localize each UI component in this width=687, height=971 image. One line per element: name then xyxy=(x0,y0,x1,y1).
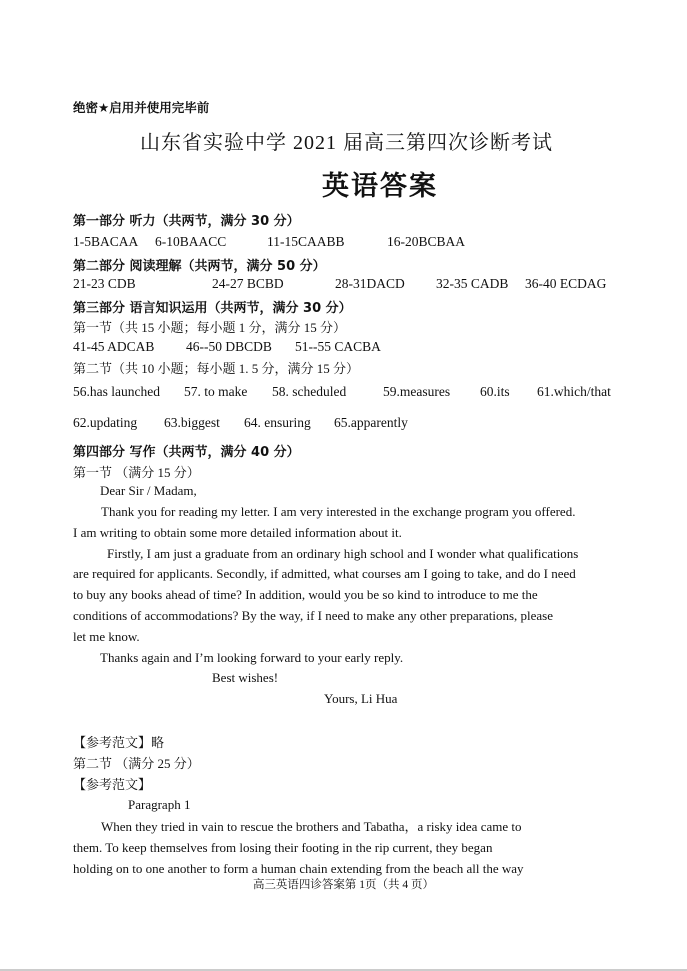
paragraph-label: Paragraph 1 xyxy=(128,797,191,812)
answer-group: 36-40 ECDAG xyxy=(525,276,607,291)
story-line: them. To keep themselves from losing their footing in the rip current, they began xyxy=(73,839,493,855)
part4-heading: 第四部分 写作（共两节，满分 40 分） xyxy=(73,445,300,460)
answer-group: 16-20BCBAA xyxy=(387,234,466,249)
answer-item: 65.apparently xyxy=(334,415,408,430)
section1-label: 第一节 （满分 15 分） xyxy=(73,465,200,480)
reference-essay-label: 【参考范文】略 xyxy=(73,735,165,750)
answer-item: 64. ensuring xyxy=(244,415,311,430)
reference-essay-label: 【参考范文】 xyxy=(73,777,152,792)
answer-item: 56.has launched xyxy=(73,384,160,399)
letter-line: Thank you for reading my letter. I am very interested in the exchange program you offered. xyxy=(101,504,576,519)
answer-item: 63.biggest xyxy=(164,415,220,430)
letter-line: conditions of accommodations? By the way, if I need to make any other preparations, please xyxy=(73,607,554,623)
page-title: 英语答案 xyxy=(322,171,438,202)
answer-item: 60.its xyxy=(480,384,510,399)
answer-item: 58. scheduled xyxy=(272,384,347,399)
answer-group: 24-27 BCBD xyxy=(212,276,284,291)
letter-line: Thanks again and I’m looking forward to your early reply. xyxy=(100,649,404,665)
answer-group: 11-15CAABB xyxy=(267,234,345,249)
answer-group: 46--50 DBCDB xyxy=(186,339,272,354)
story-paragraph xyxy=(73,817,619,879)
answer-item: 61.which/that xyxy=(537,384,611,399)
letter-closing: Best wishes! xyxy=(212,670,279,685)
answer-group: 32-35 CADB xyxy=(436,276,509,291)
answer-group: 51--55 CACBA xyxy=(295,339,381,354)
story-line: holding on to one another to form a human chain extending from the beach all the way xyxy=(73,860,524,876)
letter-line: I am writing to obtain some more detailed information about it. xyxy=(73,524,402,540)
answer-group: 21-23 CDB xyxy=(73,276,136,291)
letter-line: Firstly, I am just a graduate from an ordinary high school and I wonder what qualifications xyxy=(107,545,579,561)
exam-title: 山东省实验中学 2021 届高三第四次诊断考试 xyxy=(140,132,553,154)
answer-group: 41-45 ADCAB xyxy=(73,339,155,354)
answer-group: 1-5BACAA xyxy=(73,234,139,249)
page-footer: 高三英语四诊答案第 1页（共 4 页） xyxy=(252,879,435,891)
part3-heading: 第三部分 语言知识运用（共两节，满分 30 分） xyxy=(73,301,352,316)
letter-salutation: Dear Sir / Madam, xyxy=(100,483,197,498)
part1-heading: 第一部分 听力（共两节，满分 30 分） xyxy=(73,214,300,229)
part2-heading: 第二部分 阅读理解（共两节，满分 50 分） xyxy=(73,259,326,274)
answer-group: 6-10BAACC xyxy=(155,234,227,249)
confidential-label: 绝密★启用并使用完毕前 xyxy=(73,100,210,115)
answer-item: 57. to make xyxy=(184,384,248,399)
section2-label: 第二节（共 10 小题；每小题 1. 5 分，满分 15 分） xyxy=(73,361,360,376)
letter-body xyxy=(73,502,619,668)
answer-item: 62.updating xyxy=(73,415,138,430)
section2-label: 第二节 （满分 25 分） xyxy=(73,756,200,771)
letter-line: let me know. xyxy=(73,628,140,644)
letter-signature: Yours, Li Hua xyxy=(324,691,398,706)
letter-line: are required for applicants. Secondly, if admitted, what courses am I going to take, and do I need xyxy=(73,566,576,582)
answer-item: 59.measures xyxy=(383,384,451,399)
story-line: When they tried in vain to rescue the brothers and Tabatha，a risky idea came to xyxy=(101,819,522,834)
section1-label: 第一节（共 15 小题；每小题 1 分，满分 15 分） xyxy=(73,320,347,335)
letter-line: to buy any books ahead of time? In addition, would you be so kind to introduce to me the xyxy=(73,587,538,603)
answer-group: 28-31DACD xyxy=(335,276,405,291)
